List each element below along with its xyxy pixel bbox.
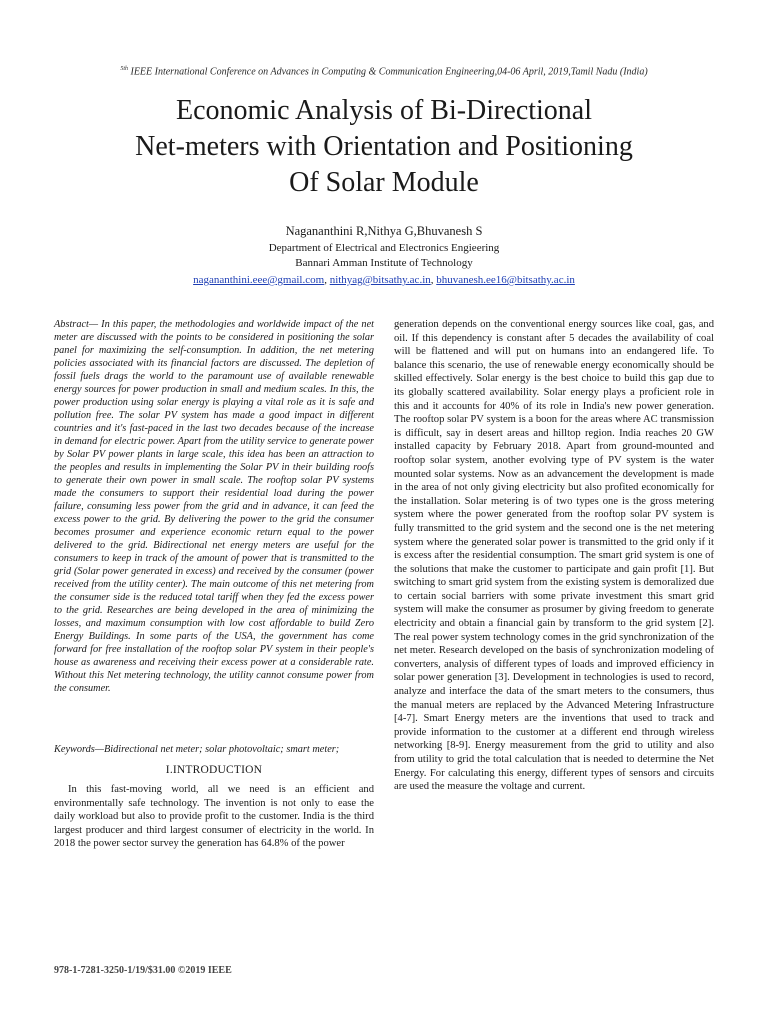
email-link[interactable]: nithyag@bitsathy.ac.in	[329, 274, 431, 286]
copyright-footer: 978-1-7281-3250-1/19/$31.00 ©2019 IEEE	[54, 965, 232, 976]
author-emails	[100, 274, 668, 286]
right-column	[394, 318, 714, 794]
conference-header	[50, 66, 718, 77]
conference-name: IEEE International Conference on Advances in Computing & Communication Engineering,04-06 April, 2019,Tamil Nadu (India)	[127, 66, 648, 78]
paper-title	[60, 93, 708, 201]
email-link[interactable]: bhuvanesh.ee16@bitsathy.ac.in	[436, 274, 575, 286]
email-link[interactable]: nagananthini.eee@gmail.com	[193, 274, 325, 286]
body-paragraph: generation depends on the conventional energy sources like coal, gas, and oil. If this dependency is constant after 5 decades the availability of coal will be flattened and will put on humans into an endangered life. To balance this scenario, the use of renewable energy economically should be skilled effectively. Solar energy is the best choice to build this gap due to its globally scattered availability. Solar energy plays a proficient role in this and it accounts for 40% of its role in India's new power generation. The rooftop solar PV system is a boon for the areas where AC transmission is difficult, say in desert areas and hilltop region. India reaches 20 GW installed capacity by February 2018. Apart from ground-mounted and rooftop solar system, another evolving type of PV system is the water mounted solar systems. Now as an advancement the development is made in the area of not only giving electricity but also profited economically for the installation. Solar metering is of two types one is the gross metering system where the power generated from the rooftop solar PV system is fully transmitted to the grid system and the second one is the net metering system where the generated solar power is transmitted to the grid only if it is excess after the residential consumption. The smart grid system is one of the solutions that make the customer to participate and gain profit [1]. But switching to smart grid system from the existing system is demoralized due to certain social barriers with some private investment this smart grid system will make the consumer as prosumer by giving freedom to generate electricity and obtain a financial gain by transform to the grid system [2]. The real power system technology comes in the grid synchronization of the net meter. Research developed on the basis of synchronization modeling of converters, analysis of different types of loads and improved efficiency in solar power generation [3]. Development in technologies is used to record, analyze and interface the data of the smart meters to the consumers, thus the manual meters are replaced by the Advanced Metering Infrastructure [4-7]. Smart Energy meters are the inventions that used to track and provide information to the customer at a different end through wireless networking [8-9]. Energy measurement from the grid to utility and also from utility to grid the total calculation that is needed to determine the Net Energy. For calculating this energy, different types of sensors and circuits are used the measure the voltage and current.	[394, 319, 714, 793]
left-column	[54, 318, 374, 851]
author-department: Department of Electrical and Electronics Engieering	[268, 242, 500, 254]
conference-ordinal: 5th	[120, 66, 128, 72]
abstract: Abstract— In this paper, the methodologies and worldwide impact of the net meter are discussed with the points to be considered in positioning the solar panel for maximizing the self-consumption. In addition, the net metering policies associated with its financial factors are discussed. The depletion of fossil fuels drags the world to the paramount use of available renewable energy sources for power production in small and medium scales. In this, the power production using solar energy is playing a vital role as it is safe and pollution free. The solar PV system has made a good impact in different countries and it's fast-paced in the last two decades because of the increase in demand for electric power. Apart from the utility service to generate power by Solar PV power plants in large scale, this idea has been an attraction to the peoples and results in implementing the Solar PV in their building roofs to generate their own power in small scale. The rooftop solar PV systems made the consumers to support their residential load during the power failure, consuming less power from the grid and in advance, it can feed the excess power to the grid. By delivering the power to the grid the consumer becomes prosumer and experience economic return equal to the power delivered to the grid. Bidirectional net energy meters are useful for the consumers to keep in track of the amount of power that is transmitted to the grid (Solar power generated in excess) and received by the consumer (power received from the utility center). The main outcome of this net metering from the consumer side is the reduced total tariff when they fed the excess power to the grid. Researches are being developed in the area of minimizing the losses, and maximum consumption with low cost affordable to build Zero Energy Buildings. In some parts of the USA, the government has come forward for free installation of the rooftop solar PV system in their people's house as awareness and receiving their excess power at a considerable rate. Without this Net metering technology, the utility cannot consume power from the consumer.	[54, 319, 374, 694]
author-institute: Bannari Amman Institute of Technology	[295, 257, 473, 269]
author-block	[100, 224, 668, 271]
author-names: Nagananthini R,Nithya G,Bhuvanesh S	[285, 224, 483, 238]
title-line: Net-meters with Orientation and Positioning	[135, 131, 633, 162]
section-heading-introduction: I.INTRODUCTION	[165, 764, 263, 776]
title-line: Of Solar Module	[289, 167, 479, 198]
email-separator: ,	[430, 274, 437, 286]
email-separator: ,	[324, 274, 330, 286]
introduction-paragraph: In this fast-moving world, all we need is an efficient and environmentally safe technology. The invention is not only to ease the daily workload but also to provide profit to the customer. India is the third largest producer and third largest consumer of electricity in the world. In 2018 the power sector survey the generation has 64.8% of the power	[54, 784, 374, 850]
title-line: Economic Analysis of Bi-Directional	[175, 95, 593, 126]
keywords: Keywords—Bidirectional net meter; solar photovoltaic; smart meter;	[54, 744, 340, 755]
